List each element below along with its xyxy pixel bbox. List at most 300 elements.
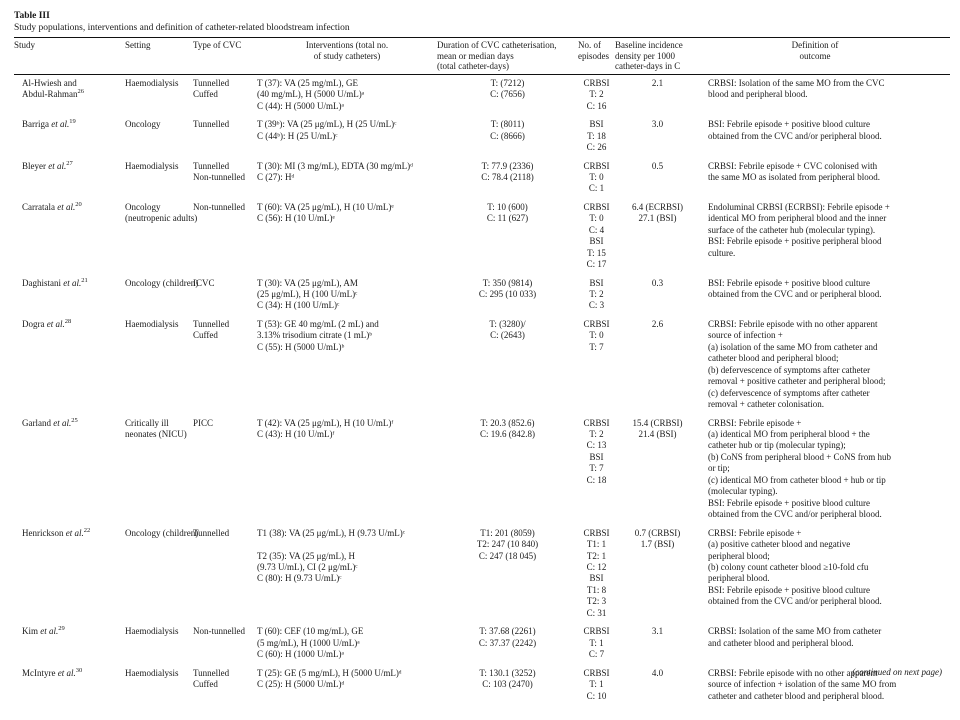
cell-baseline [615, 415, 700, 521]
cell-line: C (44ᵇ): H (25 U/mL)ᶜ [257, 130, 338, 141]
cell-line: C: (7656) [490, 89, 525, 100]
cell-line: source of infection + isolation of the same MO from [708, 679, 897, 690]
cell-line: (5 mg/mL), H (1000 U/mL)ᵃ [257, 637, 360, 648]
cell-line: Haemodialysis [125, 667, 179, 678]
cell-line: CRBSI [583, 626, 610, 637]
study-text: Barriga et al. [22, 119, 70, 130]
cell-duration [437, 525, 578, 620]
study-text: Garland et al. [22, 417, 72, 428]
cell-line: neonates (NICU) [125, 429, 187, 440]
cell-setting [125, 199, 198, 271]
cell-line: (neutropenic adults) [125, 213, 198, 224]
cell-line: T: 37.68 (2261) [479, 626, 536, 637]
cell-line: CRBSI: Isolation of the same MO from the CVC [708, 77, 885, 88]
cell-line: T2: 3 [586, 596, 607, 607]
cell-line: episodes [578, 50, 609, 61]
cell-line: (molecular typing). [708, 486, 778, 497]
table-body [14, 75, 950, 706]
table-label: Table III [14, 11, 50, 21]
cell-episodes [578, 158, 615, 195]
cell-episodes [578, 665, 615, 702]
cell-type [193, 316, 257, 411]
cell-line: (c) identical MO from catheter blood + hub or tip [708, 474, 886, 485]
cell-line: C (43): H (10 U/mL)ᶠ [257, 429, 335, 440]
cell-line: CRBSI [583, 77, 610, 88]
study-name [22, 319, 125, 330]
cell-line: C: 11 (627) [486, 213, 529, 224]
reference-number: 21 [81, 276, 88, 284]
cell-definition [700, 525, 930, 620]
cell-line: Tunnelled [193, 77, 230, 88]
cell-definition [700, 623, 930, 660]
cell-line: C: 26 [586, 142, 607, 153]
cell-line: T (25): GE (5 mg/mL), H (5000 U/mL)ᵈ [257, 667, 402, 678]
cell-line: 3.0 [651, 119, 664, 130]
cell-line: CRBSI: Isolation of the same MO from catheter [708, 626, 882, 637]
cell-line: Oncology [125, 201, 161, 212]
cell-line: Setting [125, 40, 151, 50]
reference-number: 26 [77, 88, 84, 96]
study-name [22, 278, 125, 289]
table-row [14, 199, 950, 275]
table-caption: Study populations, interventions and definition of catheter-related bloodstream infection [14, 23, 350, 33]
cell-line: Cuffed [193, 330, 218, 341]
cell-line: T: 10 (600) [487, 201, 528, 212]
cell-line: Non-tunnelled [193, 626, 245, 637]
reference-number: 22 [83, 526, 91, 534]
cell-line: T2: 247 (10 840) [476, 539, 539, 550]
cell-type [193, 623, 257, 660]
cell-definition [700, 316, 930, 411]
cell-baseline [615, 199, 700, 271]
cell-line: Duration of CVC catheterisation, [437, 40, 557, 50]
cell-study [14, 525, 125, 620]
cell-baseline [615, 116, 700, 153]
cell-line: T: 2 [589, 289, 604, 300]
cell-line: CRBSI [583, 160, 610, 171]
cell-line: and catheter blood and peripheral blood. [708, 637, 854, 648]
cell-line: T1: 201 (8059) [480, 527, 535, 538]
header-duration [437, 38, 578, 74]
cell-line: T: 1 [589, 679, 604, 690]
cell-line: BSI [589, 451, 604, 462]
table-row [14, 525, 950, 624]
cell-line: C (56): H (10 U/mL)ᵉ [257, 213, 335, 224]
cell-line: T: 77.9 (2336) [481, 160, 534, 171]
cell-line: T (60): VA (25 μg/mL), H (10 U/mL)ᵉ [257, 201, 394, 212]
cell-line: of study catheters) [313, 50, 381, 61]
cell-duration [437, 623, 578, 660]
table-row [14, 316, 950, 415]
cell-setting [125, 116, 193, 153]
table-row [14, 415, 950, 525]
cell-study [14, 116, 125, 153]
cell-line: Haemodialysis [125, 160, 179, 171]
cell-line: 21.4 (BSI) [638, 429, 677, 440]
cell-line: (b) CoNS from peripheral blood + CoNS from hub [708, 451, 892, 462]
cell-line: (9.73 U/mL), CI (2 μg/mL)ᶜ [257, 562, 358, 572]
cell-line: obtained from the CVC and/or peripheral blood. [708, 130, 882, 141]
cell-line: (c) defervescence of symptoms after catheter [708, 387, 870, 398]
cell-line: Cuffed [193, 89, 218, 100]
cell-line: BSI: Febrile episode + positive blood culture [708, 119, 871, 130]
cell-episodes [578, 275, 615, 312]
study-text: Kim et al. [22, 626, 59, 637]
cell-episodes [578, 415, 615, 521]
cell-line: obtained from the CVC and/or peripheral blood. [708, 509, 882, 520]
cell-line: CRBSI [583, 201, 610, 212]
table-row [14, 275, 950, 316]
study-name [22, 626, 125, 637]
cell-baseline [615, 158, 700, 195]
cell-line: catheter and catheter blood and peripheral blood. [708, 690, 885, 701]
study-name [22, 668, 125, 679]
cell-line: CRBSI: Febrile episode + [708, 527, 802, 538]
cell-line: C (44): H (5000 U/mL)ᵃ [257, 100, 344, 111]
cell-line: density per 1000 [615, 50, 675, 61]
cell-line: Interventions (total no. [305, 40, 389, 50]
header-definition [700, 38, 930, 74]
cell-line: Study [14, 40, 36, 50]
cell-line: Tunnelled [193, 667, 230, 678]
cell-line: 6.4 (ECRBSI) [631, 201, 683, 212]
cell-setting [125, 525, 199, 620]
cell-type [193, 116, 257, 153]
cell-line: Tunnelled [193, 119, 230, 130]
cell-line [257, 539, 437, 550]
cell-line: Type of CVC [193, 40, 242, 50]
cell-type [193, 275, 257, 312]
cell-setting [125, 316, 193, 411]
cell-episodes [578, 199, 615, 271]
study-name [22, 161, 125, 172]
cell-baseline [615, 75, 700, 112]
cell-line: T: (8011) [490, 119, 525, 130]
cell-definition [700, 199, 930, 271]
cell-line: culture. [708, 247, 736, 258]
cell-duration [437, 116, 578, 153]
study-text: Al-Hwiesh and [22, 77, 77, 88]
cell-line: T: (3280)/ [489, 318, 526, 329]
cell-definition [700, 116, 930, 153]
cell-line: T: 18 [587, 130, 606, 141]
cell-line: Haemodialysis [125, 318, 179, 329]
cell-interventions [257, 525, 437, 620]
cell-line: C: 12 [586, 562, 607, 572]
header-episodes [578, 38, 615, 74]
cell-duration [437, 199, 578, 271]
cell-interventions [257, 623, 437, 660]
cell-line: Haemodialysis [125, 626, 179, 637]
cell-line: (b) colony count catheter blood ≥10-fold cfu [708, 562, 869, 572]
cell-line: C: 37.37 (2242) [478, 637, 537, 648]
cell-line: T (30): VA (25 μg/mL), AM [257, 277, 358, 288]
cell-line: C: 17 [586, 259, 607, 270]
cell-setting [125, 275, 199, 312]
cell-line: C: 13 [586, 440, 607, 451]
table-header [14, 38, 950, 74]
cell-line: T1 (38): VA (25 μg/mL), H (9.73 U/mL)ᶜ [257, 527, 406, 538]
cell-baseline [615, 623, 700, 660]
cell-line: T: 130.1 (3252) [479, 667, 536, 678]
cell-line: catheter-days in C [615, 61, 681, 72]
cell-line: C: 78.4 (2118) [481, 171, 534, 182]
cell-line: Tunnelled [193, 160, 230, 171]
cell-line: 2.6 [651, 318, 664, 329]
cell-line: Oncology [125, 119, 161, 130]
cell-line: 27.1 (BSI) [638, 213, 677, 224]
cell-type [193, 75, 257, 112]
cell-line: T: 7 [589, 463, 604, 474]
cell-line: source of infection + [708, 330, 783, 341]
table-page [14, 10, 950, 706]
cell-line: C (80): H (9.73 U/mL)ᶜ [257, 573, 342, 584]
cell-line: C (34): H (100 U/mL)ᶜ [257, 300, 340, 311]
cell-line: BSI: Febrile episode + positive peripheral blood [708, 236, 882, 247]
cell-line: the same MO as isolated from peripheral blood. [708, 171, 880, 182]
cell-line: T1: 8 [586, 584, 607, 595]
cell-duration [437, 316, 578, 411]
table-row [14, 75, 950, 116]
cell-line: C: (8666) [490, 130, 525, 141]
cell-line: T2 (35): VA (25 μg/mL), H [257, 550, 355, 561]
cell-line: outcome [799, 50, 831, 61]
cell-line: BSI: Febrile episode + positive blood culture [708, 584, 871, 595]
cell-line: 1.7 (BSI) [640, 539, 675, 550]
cell-line: CRBSI: Febrile episode with no other apparent [708, 318, 878, 329]
cell-setting [125, 623, 193, 660]
cell-line: Definition of [791, 40, 839, 50]
reference-number: 25 [71, 416, 78, 424]
cell-setting [125, 75, 193, 112]
cell-line: Oncology (children) [125, 277, 199, 288]
cell-line: T: 0 [589, 330, 604, 341]
cell-line: mean or median days [437, 50, 514, 61]
cell-line: BSI [589, 236, 604, 247]
cell-line: Non-tunnelled [193, 171, 245, 182]
cell-episodes [578, 75, 615, 112]
cell-line: T: 350 (9814) [482, 277, 533, 288]
study-text: Carratala et al. [22, 201, 76, 212]
study-name [22, 528, 125, 539]
cell-line: (b) defervescence of symptoms after catheter [708, 364, 871, 375]
cell-line: Oncology (children) [125, 527, 199, 538]
cell-line: 3.13% trisodium citrate (1 mL)ᵇ [257, 330, 373, 341]
cell-interventions [257, 415, 437, 521]
cell-line: BSI [589, 573, 604, 584]
cell-line: Non-tunnelled [193, 201, 245, 212]
cell-interventions [257, 665, 437, 702]
cell-line: 3.1 [651, 626, 664, 637]
cell-line: T: (7212) [490, 77, 525, 88]
study-text: Abdul-Rahman [22, 89, 78, 100]
cell-duration [437, 75, 578, 112]
cell-line: Cuffed [193, 679, 218, 690]
cell-line: Critically ill [125, 417, 169, 428]
cell-study [14, 75, 125, 112]
header-setting [125, 38, 193, 74]
cell-line: C (27): Hᵈ [257, 171, 295, 182]
reference-number: 28 [64, 317, 72, 325]
cell-type [193, 158, 257, 195]
study-text: McIntyre et al. [22, 667, 76, 678]
cell-line: T2: 1 [586, 550, 607, 561]
cell-setting [125, 415, 193, 521]
cell-line: 2.1 [651, 77, 664, 88]
cell-definition [700, 75, 930, 112]
cell-line: removal + positive catheter and peripheral blood; [708, 376, 886, 387]
cell-line: C: (2643) [490, 330, 525, 341]
header-interventions [257, 38, 437, 74]
cell-interventions [257, 116, 437, 153]
cell-type [193, 525, 257, 620]
cell-line: BSI [589, 119, 604, 130]
cell-line: CRBSI: Febrile episode with no other apparent [708, 667, 878, 678]
cell-line: T1: 1 [586, 539, 607, 550]
cell-line: removal + catheter colonisation. [708, 399, 825, 410]
cell-line: C: 247 (18 045) [478, 550, 537, 561]
cell-line: (a) positive catheter blood and negative [708, 539, 851, 550]
cell-line: catheter hub or tip (molecular typing); [708, 440, 846, 451]
cell-line: 0.5 [651, 160, 664, 171]
cell-line: T: 7 [589, 341, 604, 352]
cell-line: C: 103 (2470) [482, 679, 533, 690]
study-text: Daghistani et al. [22, 277, 82, 288]
cell-line: C: 18 [586, 474, 607, 485]
cell-line: C: 1 [588, 183, 605, 194]
cell-line: C (25): H (5000 U/mL)ᵈ [257, 679, 345, 690]
cell-study [14, 275, 125, 312]
cell-line: CRBSI [583, 417, 610, 428]
study-text: Bleyer et al. [22, 160, 67, 171]
cell-line: identical MO from peripheral blood and the inner [708, 213, 887, 224]
cell-line: or tip; [708, 463, 730, 474]
cell-line: CRBSI: Febrile episode + [708, 417, 802, 428]
cell-episodes [578, 316, 615, 411]
cell-baseline [615, 316, 700, 411]
reference-number: 19 [69, 118, 76, 126]
cell-line: C: 295 (10 033) [478, 289, 537, 300]
cell-line: T: 0 [589, 213, 604, 224]
cell-line: (40 mg/mL), H (5000 U/mL)ᵃ [257, 89, 365, 100]
cell-line: Baseline incidence [615, 40, 683, 50]
cell-line: 15.4 (CRBSI) [632, 417, 683, 428]
cell-line: T (39ᵇ): VA (25 μg/mL), H (25 U/mL)ᶜ [257, 119, 397, 130]
cell-duration [437, 415, 578, 521]
cell-setting [125, 665, 193, 702]
table-row [14, 116, 950, 157]
cell-line: (25 μg/mL), H (100 U/mL)ᶜ [257, 289, 358, 300]
cell-duration [437, 158, 578, 195]
cell-line: peripheral blood; [708, 550, 770, 561]
cell-duration [437, 665, 578, 702]
study-name [22, 418, 125, 429]
continued-note: (continued on next page) [852, 667, 942, 677]
cell-study [14, 623, 125, 660]
cell-line: obtained from the CVC and/or peripheral blood. [708, 596, 882, 607]
cell-definition [700, 275, 930, 312]
header-type [193, 38, 257, 74]
cell-line: 4.0 [651, 667, 664, 678]
cell-line: catheter blood and peripheral blood; [708, 353, 839, 364]
table-row [14, 158, 950, 199]
cell-baseline [615, 275, 700, 312]
cell-line: Tunnelled [193, 527, 230, 538]
cell-line: No. of [578, 40, 601, 50]
study-name [22, 78, 125, 89]
cell-study [14, 158, 125, 195]
cell-duration [437, 275, 578, 312]
cell-line: T: 1 [589, 637, 604, 648]
cell-line: BSI: Febrile episode + positive blood culture [708, 277, 871, 288]
table-row [14, 623, 950, 664]
cell-study [14, 665, 125, 702]
cell-line: (a) isolation of the same MO from catheter and [708, 341, 878, 352]
cell-line: C: 7 [588, 649, 605, 660]
reference-number: 27 [66, 159, 73, 167]
cell-line: Tunnelled [193, 318, 230, 329]
cell-line: 0.3 [651, 277, 664, 288]
cell-baseline [615, 665, 700, 702]
cell-type [193, 199, 257, 271]
cell-definition [700, 415, 930, 521]
cell-episodes [578, 525, 615, 620]
cell-line: C: 31 [586, 607, 607, 618]
header-study [14, 38, 125, 74]
cell-line: CRBSI [583, 527, 610, 538]
cell-line: T: 15 [587, 247, 606, 258]
cell-line: C: 16 [586, 100, 607, 111]
cell-study [14, 415, 125, 521]
cell-line: C: 3 [588, 300, 605, 311]
cell-line: BSI: Febrile episode + positive blood culture [708, 497, 871, 508]
cell-baseline [615, 525, 700, 620]
cell-line: BSI [589, 277, 604, 288]
cell-line: C: 10 [586, 690, 607, 701]
cell-line: T: 20.3 (852.6) [480, 417, 535, 428]
cell-interventions [257, 316, 437, 411]
cell-interventions [257, 75, 437, 112]
cell-line: C: 4 [588, 224, 605, 235]
cell-line: (a) identical MO from peripheral blood + the [708, 429, 870, 440]
cell-study [14, 316, 125, 411]
cell-line: ICVC [193, 277, 215, 288]
cell-line: T: 2 [589, 89, 604, 100]
cell-line: surface of the catheter hub (molecular typing). [708, 224, 876, 235]
cell-line: (total catheter-days) [437, 61, 510, 72]
cell-line: C (60): H (1000 U/mL)ᵃ [257, 649, 344, 660]
cell-study [14, 199, 125, 271]
cell-line: 0.7 (CRBSI) [634, 527, 681, 538]
table-row [14, 665, 950, 706]
cell-episodes [578, 623, 615, 660]
reference-number: 30 [75, 666, 83, 674]
cell-line: T: 0 [589, 171, 604, 182]
reference-number: 20 [75, 200, 82, 208]
cell-line: PICC [193, 417, 214, 428]
cell-line: C: 19.6 (842.8) [480, 429, 535, 440]
cell-line: T (37): VA (25 mg/mL), GE [257, 77, 358, 88]
cell-line: Endoluminal CRBSI (ECRBSI): Febrile episode + [708, 201, 890, 212]
cell-interventions [257, 158, 437, 195]
cell-line: T (30): MI (3 mg/mL), EDTA (30 mg/mL)ᵈ [257, 160, 413, 171]
header-baseline [615, 38, 700, 74]
reference-number: 29 [58, 625, 65, 633]
cell-line: CRBSI: Febrile episode + CVC colonised with [708, 160, 878, 171]
cell-interventions [257, 275, 437, 312]
cell-line: T (53): GE 40 mg/mL (2 mL) and [257, 318, 379, 329]
study-text: Dogra et al. [22, 318, 65, 329]
